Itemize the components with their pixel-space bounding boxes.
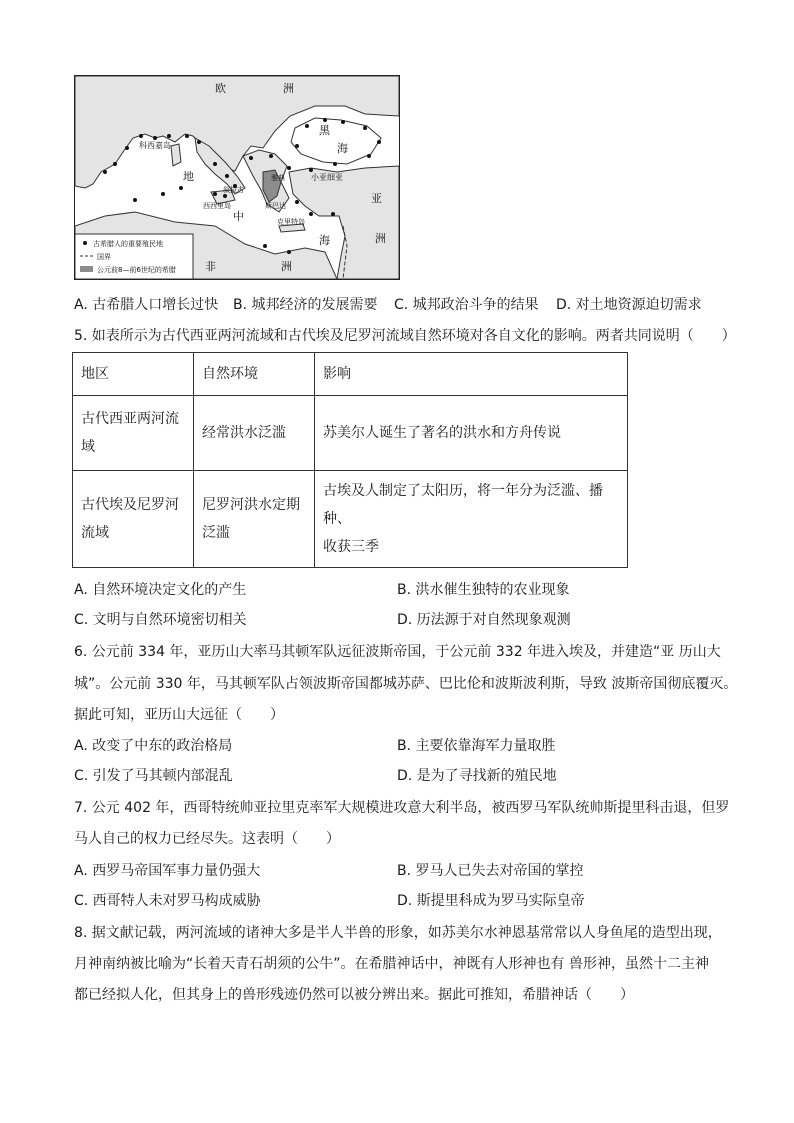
cell-line: 古埃及人制定了太阳历，将一年分为泛滥、播种、 (323, 483, 603, 527)
table-header-effect: 影响 (315, 353, 628, 396)
label-corsica: 科西嘉岛 (139, 141, 171, 150)
cell-line: 苏美尔人诞生了著名的洪水和方舟传说 (323, 425, 561, 441)
cell-line: 古代埃及尼罗河 (81, 497, 179, 513)
q8-stem-line-1: 8. 据文献记载，两河流域的诸神大多是半人半兽的形象，如苏美尔水神恩基常常以人身鱼尾的造型出现， (74, 925, 722, 941)
label-europe-1: 欧 (215, 82, 226, 95)
q4-option-a[interactable]: A. 古希腊人口增长过快 (74, 297, 219, 313)
legend-colony: 古希腊人的重要殖民地 (93, 240, 163, 248)
label-africa-2: 洲 (281, 260, 292, 273)
cell-line: 古代西亚两河流 (81, 411, 179, 427)
cell-line: 收获三季 (323, 539, 379, 555)
table-cell-effect (315, 471, 628, 568)
map-figure (74, 75, 400, 280)
q4-option-b[interactable]: B. 城邦经济的发展需要 (233, 297, 378, 313)
q5-option-b[interactable]: B. 洪水催生独特的农业现象 (397, 582, 570, 598)
label-land: 地 (183, 170, 194, 183)
label-mid: 中 (233, 210, 244, 223)
cell-line: 流域 (81, 525, 109, 541)
q7-option-d[interactable]: D. 斯提里科成为罗马实际皇帝 (397, 893, 585, 909)
q5-option-d[interactable]: D. 历法源于对自然现象观测 (397, 612, 571, 628)
map-legend (75, 234, 193, 279)
legend-greece: 公元前8—前6世纪的希腊 (97, 266, 176, 274)
table-cell-region (73, 471, 194, 568)
q5-option-c[interactable]: C. 文明与自然环境密切相关 (74, 612, 247, 628)
table-header-env: 自然环境 (194, 353, 315, 396)
cell-line: 经常洪水泛滥 (202, 425, 286, 441)
q7-option-c[interactable]: C. 西哥特人未对罗马构成威胁 (74, 893, 261, 909)
label-sicily: 西西里岛 (203, 202, 231, 210)
table-header-region: 地区 (73, 353, 194, 396)
table-cell-env (194, 396, 315, 471)
table-cell-env (194, 471, 315, 568)
corsica-land (171, 144, 181, 166)
q5-option-a[interactable]: A. 自然环境决定文化的产生 (74, 582, 247, 598)
label-black-sea-2: 海 (337, 142, 348, 155)
q8-stem-line-3: 都已经拟人化，但其身上的兽形残迹仍然可以被分辨出来。据此可推知，希腊神话（ ） (74, 987, 634, 1003)
q7-option-a[interactable]: A. 西罗马帝国军事力量仍强大 (74, 863, 261, 879)
q4-option-c[interactable]: C. 城邦政治斗争的结果 (394, 297, 539, 313)
label-syracuse: 叙拉古 (223, 186, 244, 194)
q7-stem-line-1: 7. 公元 402 年，西哥特统帅亚拉里克率军大规模进攻意大利半岛，被西罗马军队统帅斯提里科击退，但罗 (74, 800, 730, 816)
label-crete: 克里特岛 (277, 218, 305, 226)
table-header-row (73, 353, 628, 396)
q4-option-d[interactable]: D. 对土地资源迫切需求 (556, 297, 702, 313)
table-row (73, 471, 628, 568)
label-asia-minor: 小亚细亚 (311, 173, 343, 182)
q6-option-c[interactable]: C. 引发了马其顿内部混乱 (74, 768, 233, 784)
table-row (73, 396, 628, 471)
q6-stem-line-2: 城”。公元前 330 年，马其顿军队占领波斯帝国都城苏萨、巴比伦和波斯波利斯，导致 波斯帝国彻底覆灭。 (74, 676, 738, 692)
label-sparta: 斯巴达 (265, 202, 286, 210)
label-asia-1: 亚 (371, 192, 382, 205)
label-asia-2: 洲 (375, 232, 386, 245)
cell-line: 尼罗河洪水定期 (202, 497, 300, 513)
q6-option-d[interactable]: D. 是为了寻找新的殖民地 (397, 768, 557, 784)
mediterranean-map (75, 76, 399, 279)
q6-option-a[interactable]: A. 改变了中东的政治格局 (74, 738, 233, 754)
label-sea: 海 (319, 234, 330, 247)
q7-option-b[interactable]: B. 罗马人已失去对帝国的掌控 (397, 863, 584, 879)
table-cell-region (73, 396, 194, 471)
q5-table (72, 352, 628, 568)
q8-stem-line-2: 月神南纳被比喻为“长着天青石胡须的公牛”。在希腊神话中，神既有人形神也有 兽形神，虽然十二主神 (74, 956, 709, 972)
cell-line: 域 (81, 439, 95, 455)
label-europe-2: 洲 (283, 82, 294, 95)
label-africa-1: 非 (205, 260, 216, 273)
q5-stem: 5. 如表所示为古代西亚两河流域和古代埃及尼罗河流域自然环境对各自文化的影响。两者共同说明（ ） (74, 328, 736, 344)
legend-border: 国界 (97, 253, 111, 261)
q6-stem-line-1: 6. 公元前 334 年，亚历山大率马其顿军队远征波斯帝国，于公元前 332 年进入埃及，并建造“亚 历山大 (74, 644, 721, 660)
label-black-sea-1: 黑 (319, 124, 330, 137)
q7-stem-line-2: 马人自己的权力已经尽失。这表明（ ） (74, 831, 340, 847)
q6-stem-line-3: 据此可知，亚历山大远征（ ） (74, 707, 284, 723)
table-cell-effect (315, 396, 628, 471)
label-athens: 雅典 (271, 174, 285, 182)
cell-line: 泛滥 (202, 525, 230, 541)
q6-option-b[interactable]: B. 主要依靠海军力量取胜 (397, 738, 556, 754)
